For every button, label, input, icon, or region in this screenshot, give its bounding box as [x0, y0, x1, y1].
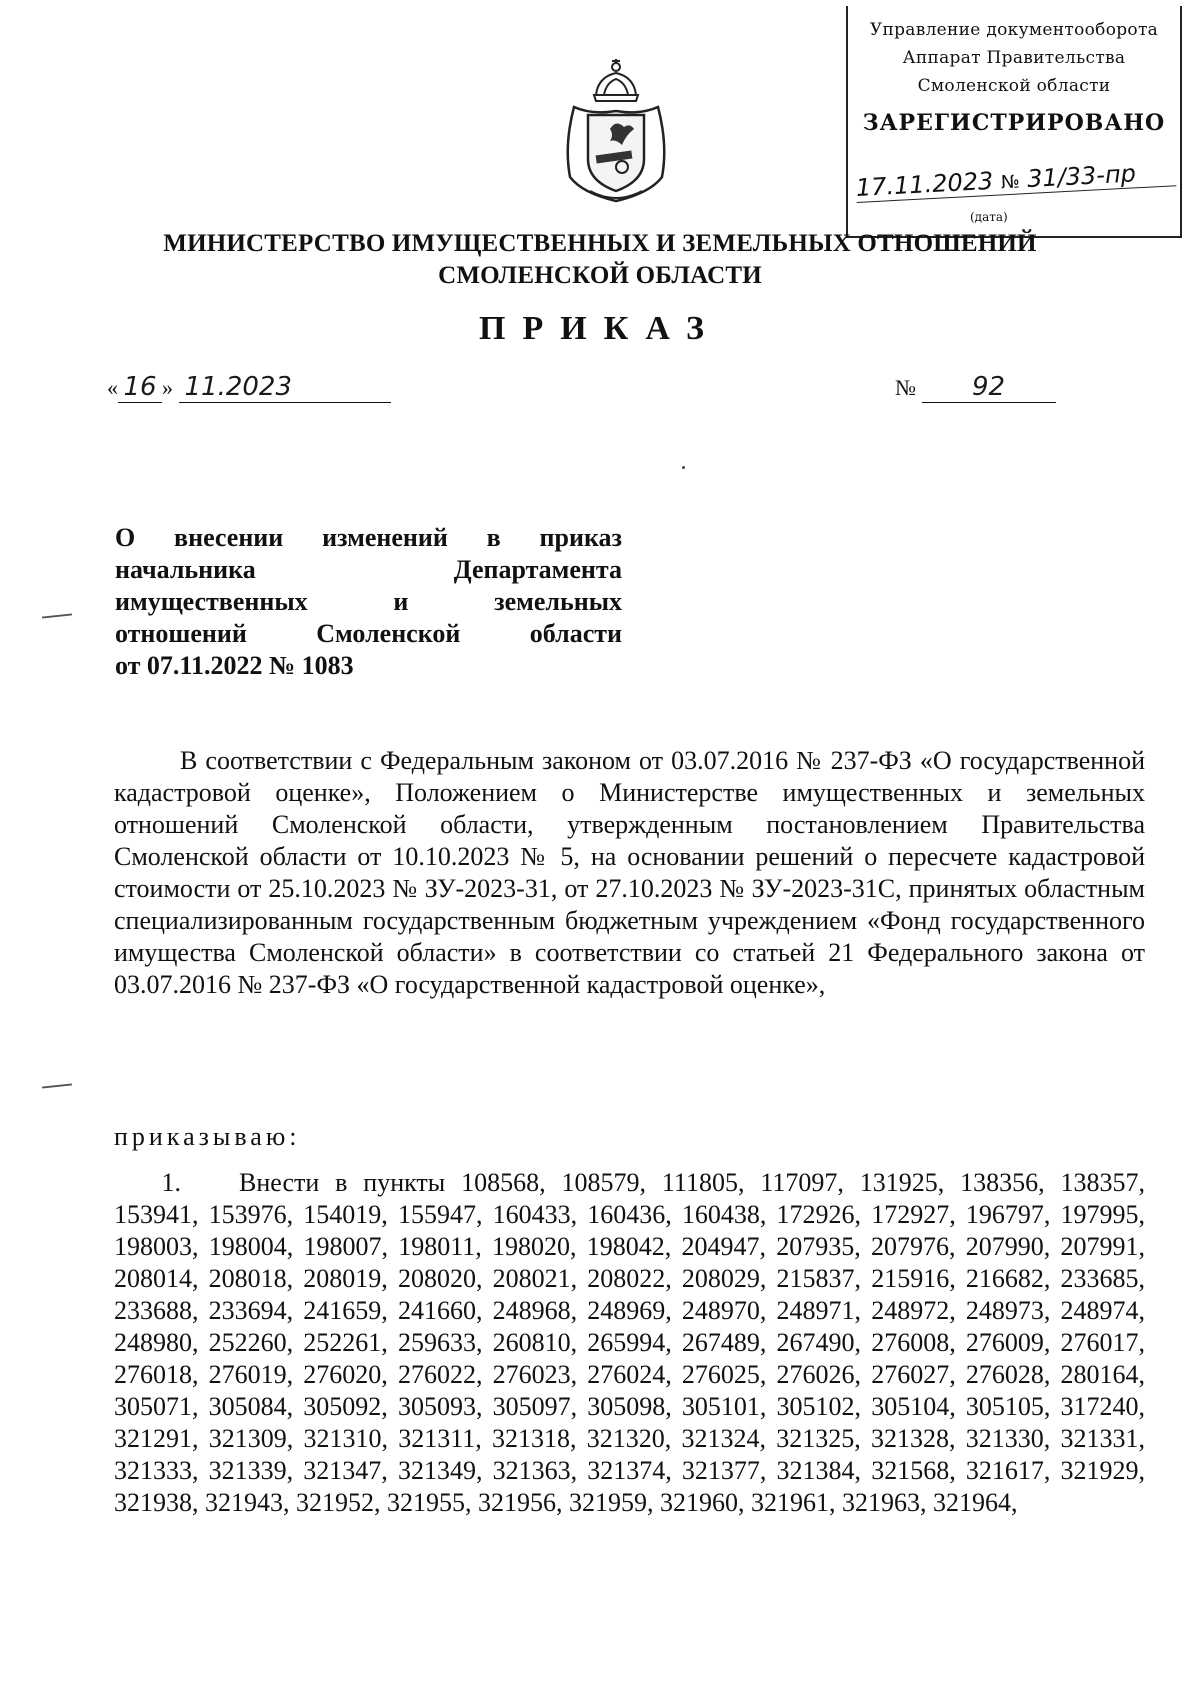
order-directive: приказываю:: [114, 1122, 301, 1151]
subject-word: внесении: [174, 523, 284, 552]
stamp-date-value: 17.11.2023: [855, 166, 994, 202]
order-number-label: №: [895, 375, 916, 400]
stamp-registration-date: [855, 157, 1176, 203]
subject-word: приказ: [539, 523, 622, 552]
coat-of-arms-icon: [560, 55, 672, 205]
subject-word: области: [529, 619, 622, 648]
item-number: 1.: [161, 1168, 181, 1197]
subject-word: О: [115, 523, 136, 552]
order-number-value: 92: [922, 372, 1056, 403]
stamp-number-value: 31/33-пр: [1026, 159, 1137, 194]
order-date: [107, 372, 391, 403]
order-day: 16: [118, 372, 162, 403]
subject-line-3: [115, 586, 622, 618]
margin-mark: [42, 1083, 72, 1088]
subject-word: Смоленской: [316, 619, 461, 648]
subject-word: в: [486, 523, 501, 552]
date-open-quote: «: [107, 375, 118, 400]
document-type-title: ПРИКАЗ: [479, 310, 721, 347]
margin-mark: [42, 613, 72, 618]
subject-word: имущественных: [115, 587, 308, 616]
registration-stamp: [846, 6, 1182, 238]
subject-word: отношений: [115, 619, 247, 648]
stamp-line-1: Управление документооборота: [869, 20, 1159, 40]
stamp-line-2: Аппарат Правительства: [902, 48, 1126, 68]
stamp-line-3: Смоленской области: [917, 76, 1111, 96]
order-month-year: 11.2023: [179, 372, 391, 403]
ministry-name-line-1: МИНИСТЕРСТВО ИМУЩЕСТВЕННЫХ И ЗЕМЕЛЬНЫХ ОТНОШЕНИЙ: [163, 230, 1037, 257]
subject-word: и: [393, 587, 409, 616]
order-number: [895, 372, 1056, 403]
scan-speck: [682, 466, 685, 469]
subject-word: Департамента: [453, 555, 622, 584]
subject-line-4: [115, 618, 622, 650]
order-item-1: [114, 1167, 1145, 1519]
preamble-paragraph: В соответствии с Федеральным законом от 03.07.2016 № 237-ФЗ «О государственной кадастровой оценке», Положением о Министерстве имущественных и земельных отношений Смоленской области, утвержденным постановлением Правительства Смоленской области от 10.10.2023 № 5, на основании решений о пересчете кадастровой стоимости от 25.10.2023 № ЗУ-2023-31, от 27.10.2023 № ЗУ-2023-31С, принятых областным специализированным государственным бюджетным учреждением «Фонд государственного имущества Смоленской области» в соответствии со статьей 21 Федерального закона от 03.07.2016 № 237-ФЗ «О государственной кадастровой оценке»,: [114, 746, 1145, 999]
subject-word: начальника: [115, 555, 256, 584]
item-text: Внести в пункты 108568, 108579, 111805, 117097, 131925, 138356, 138357, 153941, 153976, 154019, 155947, 160433, 160436, 160438, 172926, 172927, 196797, 197995, 198003, 198004, 198007, 198011, 198020, 198042, 204947, 207935, 207976, 207990, 207991, 208014, 208018, 208019, 208020, 208021, 208022, 208029, 215837, 215916, 216682, 233685, 233688, 233694, 241659, 241660, 248968, 248969, 248970, 248971, 248972, 248973, 248974, 248980, 252260, 252261, 259633, 260810, 265994, 267489, 267490, 276008, 276009, 276017, 276018, 276019, 276020, 276022, 276023, 276024, 276025, 276026, 276027, 276028, 280164, 305071, 305084, 305092, 305093, 305097, 305098, 305101, 305102, 305104, 305105, 317240, 321291, 321309, 321310, 321311, 321318, 321320, 321324, 321325, 321328, 321330, 321331, 321333, 321339, 321347, 321349, 321363, 321374, 321377, 321384, 321568, 321617, 321929, 321938, 321943, 321952, 321955, 321956, 321959, 321960, 321961, 321963, 321964,: [114, 1168, 1145, 1517]
ministry-name-line-2: СМОЛЕНСКОЙ ОБЛАСТИ: [438, 262, 762, 289]
subject-line-2: [115, 554, 622, 586]
order-subject: [115, 522, 622, 682]
date-close-quote: »: [162, 375, 173, 400]
subject-line-1: [115, 522, 622, 554]
stamp-number-sign: №: [1000, 171, 1021, 194]
stamp-status: ЗАРЕГИСТРИРОВАНО: [862, 110, 1166, 136]
stamp-date-caption: (дата): [970, 210, 1008, 224]
subject-word: изменений: [322, 523, 448, 552]
subject-line-5: от 07.11.2022 № 1083: [115, 651, 354, 680]
subject-word: земельных: [494, 587, 622, 616]
